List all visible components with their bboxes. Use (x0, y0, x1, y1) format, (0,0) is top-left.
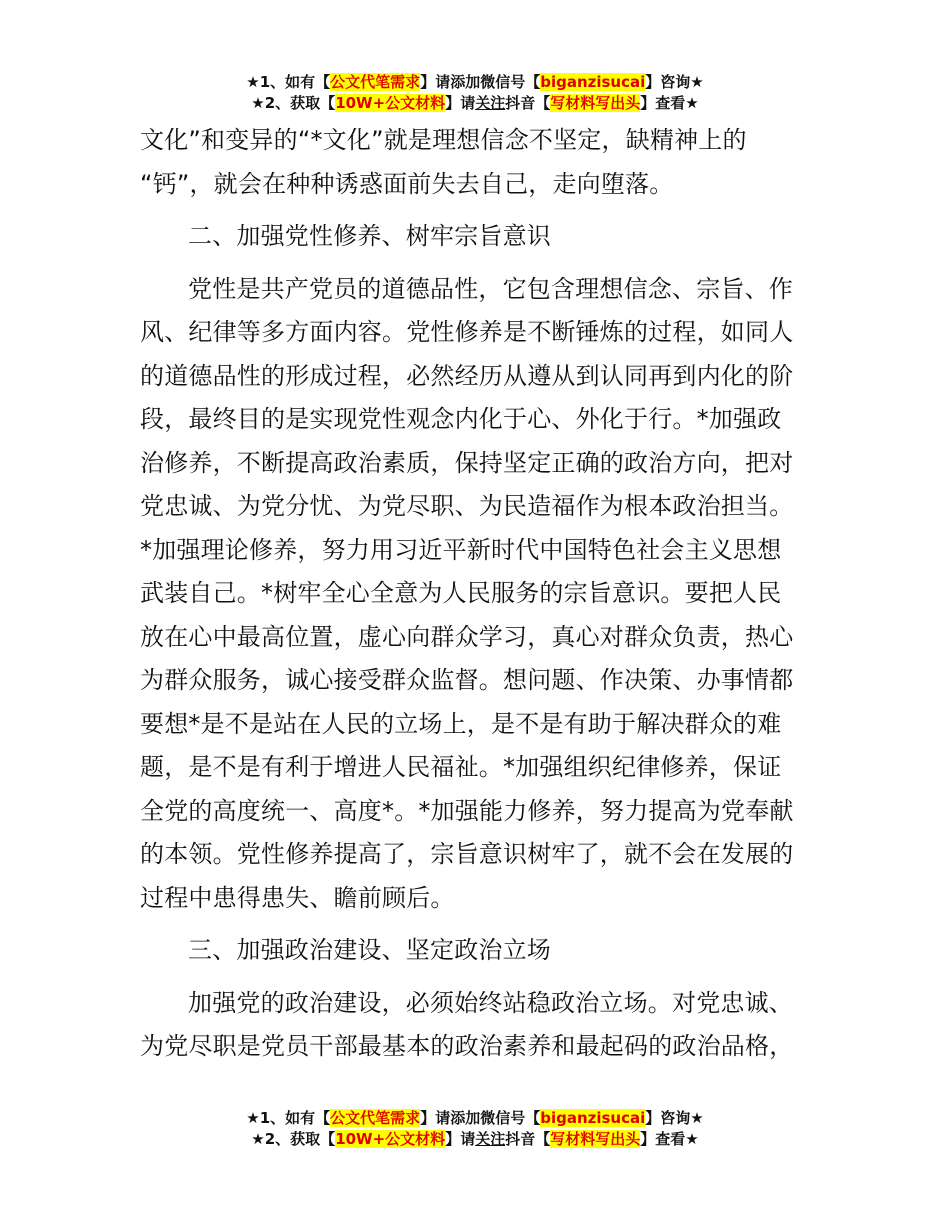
section-heading (140, 215, 815, 259)
text-line: 为群众服务，诚心接受群众监督。想问题、作决策、办事情都 (140, 666, 794, 694)
text-line: 武装自己。*树牢全心全意为人民服务的宗旨意识。要把人民 (140, 579, 782, 607)
banner-line-1: ★1、如有【公文代笔需求】请添加微信号【biganzisucai】咨询★ (246, 1109, 704, 1127)
text-line: 题，是不是有利于增进人民福祉。*加强组织纪律修养，保证 (140, 753, 782, 781)
text-line: 全党的高度统一、高度*。*加强能力修养，努力提高为党奉献 (140, 796, 794, 825)
banner-highlight: 公文代笔需求 (330, 1109, 421, 1127)
banner-highlight: 10W+公文材料 (335, 94, 446, 112)
paragraph (140, 268, 815, 921)
text-line: 放在心中最高位置，虚心向群众学习，真心对群众负责，热心 (140, 622, 794, 651)
text-line: *加强理论修养，努力用习近平新时代中国特色社会主义思想 (140, 535, 782, 564)
text-line: 的道德品性的形成过程，必然经历从遵从到认同再到内化的阶 (140, 361, 794, 390)
header-banner (0, 72, 950, 114)
heading-text: 二、加强党性修养、树牢宗旨意识 (188, 222, 551, 250)
paragraph (140, 119, 815, 206)
text-line: 加强党的政治建设，必须始终站稳政治立场。对党忠诚、 (188, 988, 793, 1017)
text-line: 文化”和变异的“*文化”就是理想信念不坚定，缺精神上的 (140, 126, 747, 154)
text-line: 党忠诚、为党分忧、为党尽职、为民造福作为根本政治担当。 (140, 492, 794, 520)
text-line: 为党尽职是党员干部最基本的政治素养和最起码的政治品格， (140, 1032, 794, 1060)
section-heading (140, 929, 815, 973)
banner-highlight: 写材料写出头 (550, 94, 641, 112)
paragraph (140, 982, 815, 1069)
banner-line-2: ★2、获取【10W+公文材料】请关注抖音【写材料写出头】查看★ (251, 94, 699, 112)
text-line: 段，最终目的是实现党性观念内化于心、外化于行。*加强政 (140, 405, 782, 433)
heading-text: 三、加强政治建设、坚定政治立场 (188, 936, 551, 964)
document-body (140, 119, 815, 1069)
wechat-id: biganzisucai (540, 1109, 646, 1127)
banner-highlight: 写材料写出头 (550, 1130, 641, 1148)
text-line: 风、纪律等多方面内容。党性修养是不断锤炼的过程，如同人 (140, 318, 794, 346)
text-line: 治修养，不断提高政治素质，保持坚定正确的政治方向，把对 (140, 448, 794, 477)
wechat-id: biganzisucai (540, 73, 646, 91)
banner-highlight: 10W+公文材料 (335, 1130, 446, 1148)
text-line: 党性是共产党员的道德品性，它包含理想信念、宗旨、作 (188, 274, 793, 303)
banner-line-1: ★1、如有【公文代笔需求】请添加微信号【biganzisucai】咨询★ (246, 73, 704, 91)
banner-highlight: 公文代笔需求 (330, 73, 421, 91)
text-line: 要想*是不是站在人民的立场上，是不是有助于解决群众的难 (140, 709, 782, 738)
text-line: 的本领。党性修养提高了，宗旨意识树牢了，就不会在发展的 (140, 840, 794, 868)
text-line: “钙”，就会在种种诱惑面前失去自己，走向堕落。 (140, 169, 674, 198)
text-line: 过程中患得患失、瞻前顾后。 (140, 883, 455, 912)
footer-banner (0, 1108, 950, 1150)
banner-line-2: ★2、获取【10W+公文材料】请关注抖音【写材料写出头】查看★ (251, 1130, 699, 1148)
